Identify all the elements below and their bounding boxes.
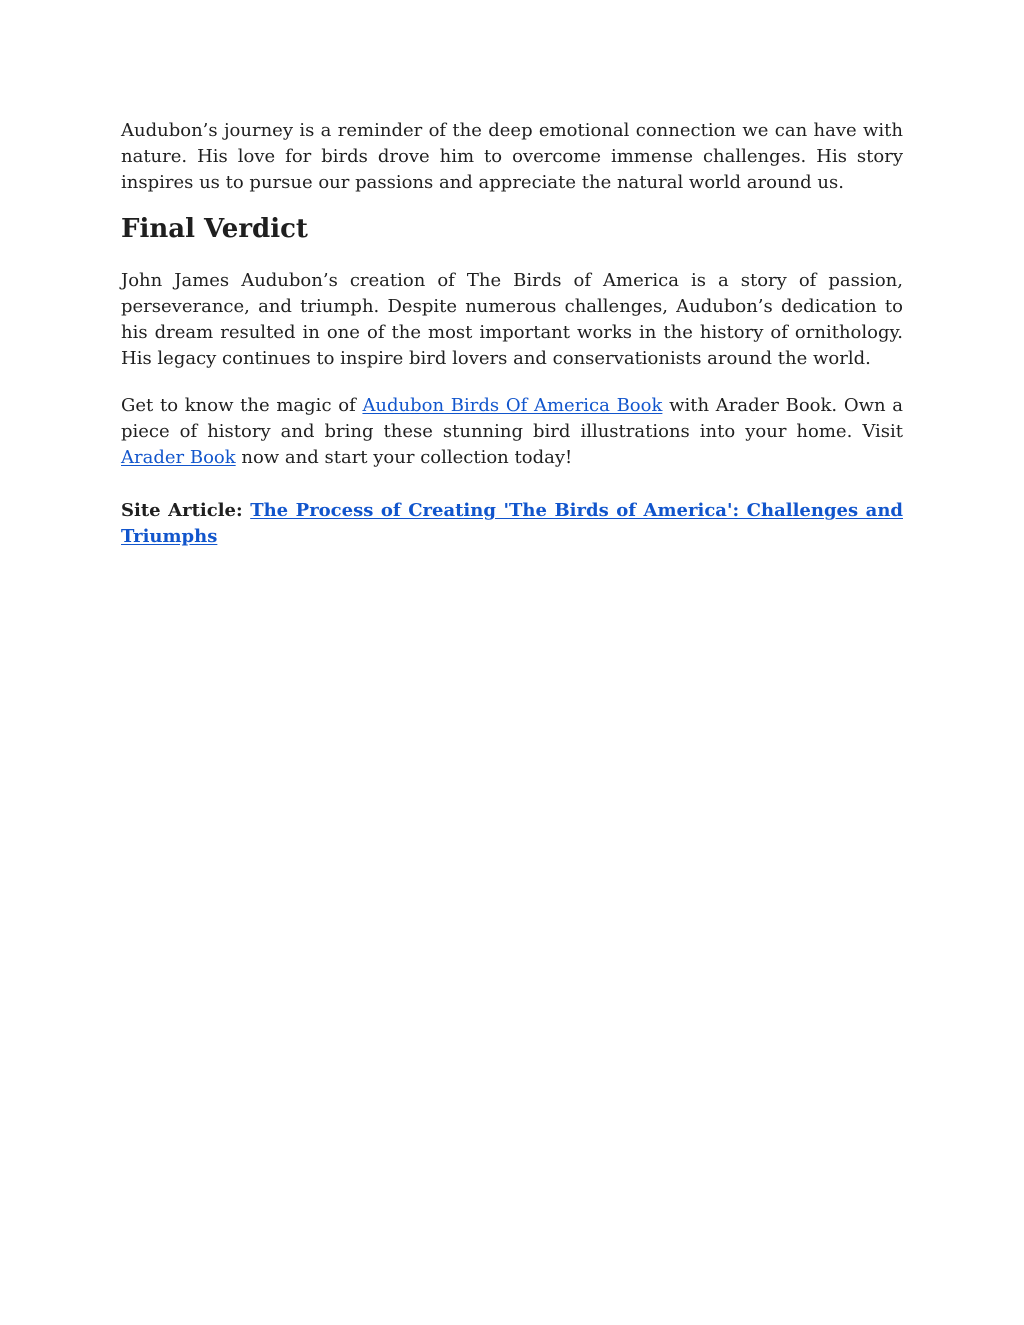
cta-text-before: Get to know the magic of	[121, 395, 363, 416]
document-page	[121, 118, 903, 568]
site-article-link[interactable]: The Process of Creating 'The Birds of America': Challenges and Triumphs	[121, 500, 903, 547]
cta-paragraph	[121, 393, 903, 471]
cta-text-after: now and start your collection today!	[235, 447, 573, 468]
audubon-book-link[interactable]: Audubon Birds Of America Book	[362, 395, 663, 416]
site-article-label: Site Article:	[121, 500, 251, 521]
cta-text-between: with Arader Book. Own a piece of history and bring these stunning bird illustrations into your home. Visit	[121, 395, 904, 442]
site-article	[121, 498, 903, 550]
section-heading: Final Verdict	[121, 214, 308, 244]
intro-paragraph: Audubon’s journey is a reminder of the deep emotional connection we can have with nature. His love for birds drove him to overcome immense challenges. His story inspires us to pursue our passions and appreciate the natural world around us.	[121, 120, 903, 193]
verdict-paragraph: John James Audubon’s creation of The Birds of America is a story of passion, perseverance, and triumph. Despite numerous challenges, Audubon’s dedication to his dream resulted in one of the most important works in the history of ornithology. His legacy continues to inspire bird lovers and conservationists around the world.	[121, 270, 903, 369]
arader-book-link[interactable]: Arader Book	[121, 447, 236, 468]
